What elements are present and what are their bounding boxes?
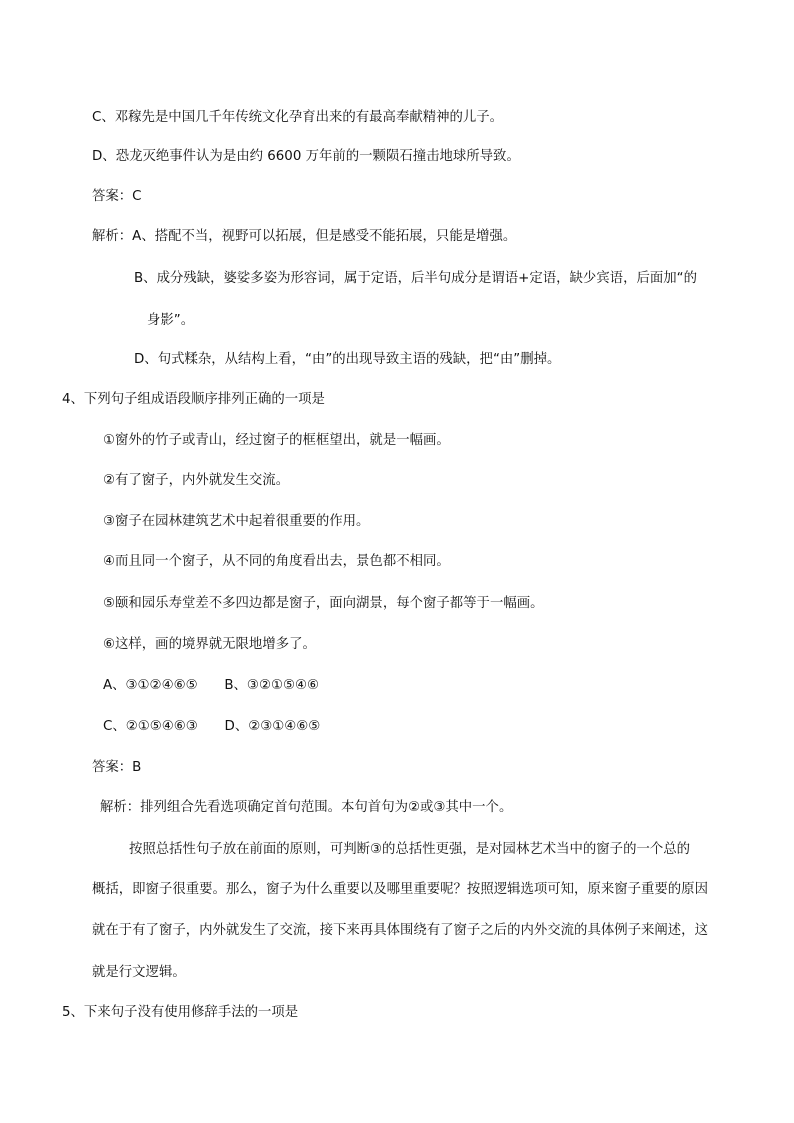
q3-analysis-b: B、成分残缺，婆娑多姿为形容词，属于定语，后半句成分是谓语+定语，缺少宾语，后面加“的 (134, 271, 697, 286)
q4-sentence: ②有了窗子，内外就发生交流。 (103, 473, 290, 488)
q4-options-ab: A、③①②④⑥⑤ B、③②①⑤④⑥ (103, 678, 319, 693)
q4-question: 4、下列句子组成语段顺序排列正确的一项是 (62, 392, 325, 407)
q5-question: 5、下来句子没有使用修辞手法的一项是 (62, 1005, 299, 1020)
q4-answer: 答案：B (92, 760, 142, 775)
q3-analysis-d: D、句式糅杂，从结构上看，“由”的出现导致主语的残缺，把“由”删掉。 (134, 352, 561, 367)
q4-sentence: ⑤颐和园乐寿堂差不多四边都是窗子，面向湖景，每个窗子都等于一幅画。 (103, 596, 544, 611)
q3-analysis-b-cont: 身影”。 (147, 313, 195, 328)
q4-analysis: 解析：排列组合先看选项确定首句范围。本句首句为②或③其中一个。 (100, 800, 513, 815)
q3-option-d: D、恐龙灭绝事件认为是由约 6600 万年前的一颗陨石撞击地球所导致。 (92, 149, 520, 164)
q4-options-cd: C、②①⑤④⑥③ D、②③①④⑥⑤ (103, 719, 321, 734)
q3-option-c: C、邓稼先是中国几千年传统文化孕育出来的有最高奉献精神的儿子。 (92, 110, 504, 125)
q4-analysis-line: 就是行文逻辑。 (92, 965, 186, 980)
q4-sentence: ⑥这样，画的境界就无限地增多了。 (103, 637, 316, 652)
q4-sentence: ③窗子在园林建筑艺术中起着很重要的作用。 (103, 514, 370, 529)
q3-answer: 答案：C (92, 189, 142, 204)
q4-analysis-line: 概括，即窗子很重要。那么，窗子为什么重要以及哪里重要呢？按照逻辑选项可知，原来窗子重要的原因 (92, 882, 708, 897)
q4-analysis-line: 按照总括性句子放在前面的原则，可判断③的总括性更强，是对园林艺术当中的窗子的一个总的 (129, 842, 691, 857)
q4-analysis-line: 就在于有了窗子，内外就发生了交流，接下来再具体围绕有了窗子之后的内外交流的具体例子来阐述，这 (92, 923, 708, 938)
q4-sentence: ①窗外的竹子或青山，经过窗子的框框望出，就是一幅画。 (103, 433, 450, 448)
q4-sentence: ④而且同一个窗子，从不同的角度看出去，景色都不相同。 (103, 554, 450, 569)
q3-analysis-a: 解析：A、搭配不当，视野可以拓展，但是感受不能拓展，只能是增强。 (92, 229, 517, 244)
